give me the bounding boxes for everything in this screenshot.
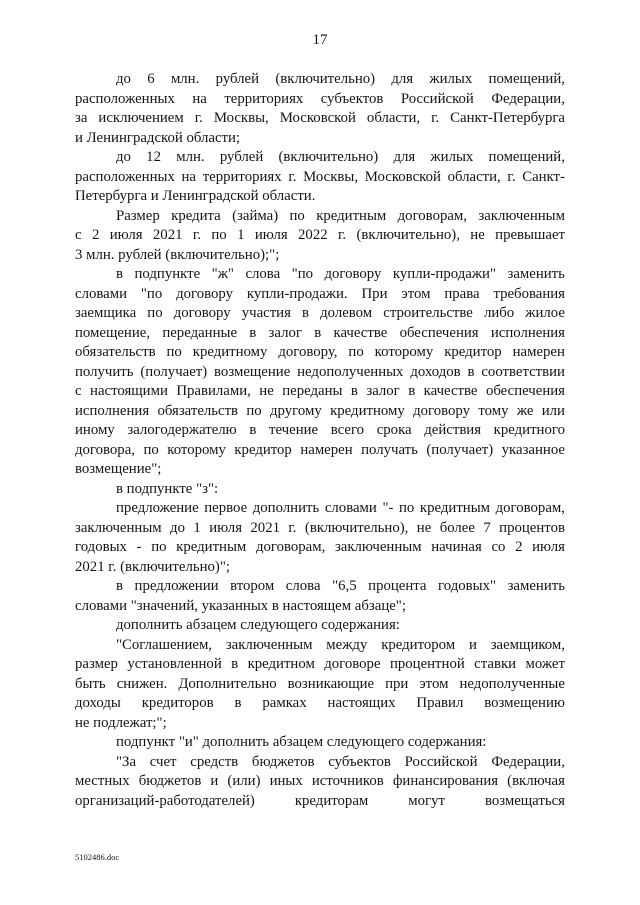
word: при bbox=[385, 675, 409, 692]
text-line bbox=[75, 636, 565, 656]
paragraph bbox=[75, 207, 565, 266]
word: до bbox=[116, 71, 131, 87]
word: г. bbox=[337, 227, 347, 243]
word: заемщиком, bbox=[490, 636, 565, 653]
word: с bbox=[75, 227, 82, 243]
word: доходов bbox=[410, 363, 461, 380]
word: (включительно), bbox=[304, 519, 409, 536]
text-line: не подлежат;"; bbox=[75, 714, 167, 731]
word: же bbox=[516, 402, 534, 419]
document-body bbox=[75, 70, 565, 811]
word: организаций-работодателей) bbox=[75, 792, 255, 809]
word: этом bbox=[401, 285, 431, 302]
word: кредитным bbox=[176, 539, 247, 555]
paragraph bbox=[75, 265, 565, 480]
word: подпункте bbox=[134, 266, 201, 282]
word: со bbox=[491, 539, 506, 555]
word: территориях bbox=[224, 90, 304, 107]
word: заключенным bbox=[478, 207, 565, 224]
word: превышает bbox=[495, 227, 565, 243]
word: 1 bbox=[193, 519, 201, 536]
word: кредита bbox=[171, 207, 221, 224]
text-line bbox=[75, 207, 565, 227]
word: для bbox=[391, 71, 414, 87]
word: Правил bbox=[416, 695, 464, 711]
word: в bbox=[302, 305, 309, 321]
word: заменить bbox=[507, 578, 565, 594]
word: заменить bbox=[507, 266, 565, 282]
word: более bbox=[439, 519, 475, 536]
word: в bbox=[408, 383, 416, 399]
word: 2021 bbox=[250, 519, 280, 536]
word: размер bbox=[75, 656, 118, 672]
word: (включительно), bbox=[356, 227, 460, 243]
text-line bbox=[75, 577, 565, 597]
word: Санкт-Петербурга bbox=[450, 110, 565, 126]
word: г. bbox=[431, 110, 440, 126]
word: не bbox=[470, 227, 485, 243]
word: Российской bbox=[404, 753, 478, 770]
word: заключенным bbox=[225, 636, 313, 653]
word: возмещению bbox=[484, 695, 565, 711]
word: кредитор bbox=[234, 441, 292, 458]
word: (или) bbox=[227, 773, 261, 789]
word: июля bbox=[532, 539, 565, 555]
text-line bbox=[75, 441, 565, 461]
word: права bbox=[444, 285, 480, 302]
word: рублей bbox=[219, 149, 264, 165]
paragraph bbox=[75, 616, 565, 636]
word: залог bbox=[366, 383, 400, 399]
word: слова bbox=[245, 266, 281, 282]
text-line bbox=[75, 382, 565, 402]
word: в bbox=[249, 422, 257, 438]
word: "Соглашением, bbox=[116, 636, 213, 653]
text-line bbox=[75, 285, 565, 305]
word: г. bbox=[194, 110, 203, 126]
word: субъектов bbox=[320, 90, 384, 107]
word: предложение bbox=[116, 500, 199, 516]
word: которому bbox=[167, 441, 226, 458]
text-line bbox=[75, 70, 565, 90]
word: июля bbox=[109, 227, 143, 243]
word: помещений, bbox=[488, 71, 565, 87]
word: договору bbox=[413, 402, 470, 419]
word: соответствии bbox=[481, 363, 565, 380]
word: начиная bbox=[431, 539, 482, 555]
word: срока bbox=[376, 422, 412, 438]
file-name-footer: 5102486.doc bbox=[75, 852, 120, 862]
word: При bbox=[361, 285, 388, 302]
word: источников bbox=[311, 773, 384, 789]
word: 12 bbox=[146, 149, 161, 165]
word: по bbox=[151, 539, 167, 555]
word: (включительно) bbox=[275, 71, 376, 87]
word: другому bbox=[270, 402, 322, 419]
text-line bbox=[75, 226, 565, 246]
word: получать bbox=[361, 441, 418, 458]
word: 2 bbox=[515, 539, 523, 555]
word: местных bbox=[75, 773, 130, 789]
word: процента bbox=[368, 578, 427, 594]
word: бюджетов bbox=[138, 773, 202, 789]
text-line bbox=[75, 343, 565, 363]
text-line bbox=[75, 538, 565, 558]
word: этом bbox=[419, 675, 449, 692]
word: договору bbox=[176, 285, 233, 302]
word: области, bbox=[447, 168, 501, 185]
word: Московской bbox=[364, 168, 441, 185]
text-line: словами "значений, указанных в настоящем абзаце"; bbox=[75, 597, 406, 614]
word: в bbox=[231, 656, 239, 672]
word: Федерации, bbox=[491, 90, 565, 107]
word: кредитным bbox=[419, 500, 491, 516]
word: субъектов bbox=[328, 753, 391, 770]
word: и bbox=[468, 636, 477, 653]
word: между bbox=[326, 636, 368, 653]
word: договорам, bbox=[495, 500, 565, 516]
word: по bbox=[166, 344, 182, 360]
word: в bbox=[314, 324, 322, 341]
text-line bbox=[75, 148, 565, 168]
word: купли-продажи. bbox=[246, 285, 348, 302]
word: 7 bbox=[483, 519, 491, 536]
word: исполнения bbox=[75, 402, 150, 419]
word: Москвы, bbox=[303, 168, 359, 185]
text-line bbox=[75, 792, 565, 812]
word: (включая bbox=[507, 773, 565, 789]
word: дополнить bbox=[252, 500, 320, 516]
text-line: и Ленинградской области; bbox=[75, 129, 241, 146]
word: годовых bbox=[75, 539, 127, 555]
word: июля bbox=[209, 519, 242, 536]
text-line bbox=[75, 304, 565, 324]
word: по bbox=[147, 305, 163, 321]
word: кредитор bbox=[444, 344, 502, 360]
word: могут bbox=[408, 792, 445, 809]
paragraph bbox=[75, 753, 565, 812]
word: "по bbox=[291, 266, 314, 282]
text-line bbox=[75, 168, 565, 188]
word: ставки bbox=[474, 656, 517, 672]
word: за bbox=[75, 110, 88, 126]
word: иному bbox=[75, 422, 115, 438]
word: до bbox=[170, 519, 185, 536]
word: установленной bbox=[127, 656, 222, 672]
text-line bbox=[75, 655, 565, 675]
word: первое bbox=[204, 500, 248, 516]
word: втором bbox=[230, 578, 275, 594]
word: с bbox=[75, 383, 82, 399]
text-line bbox=[75, 519, 565, 539]
word: обеспечения bbox=[399, 324, 479, 341]
text-line bbox=[75, 675, 565, 695]
word: настоящих bbox=[327, 695, 396, 711]
word: Федерации, bbox=[491, 753, 565, 770]
word: обязательств bbox=[75, 344, 156, 360]
word: намерен bbox=[512, 344, 565, 360]
word: обеспечения bbox=[485, 383, 565, 399]
word: доходы bbox=[75, 695, 121, 711]
word: июля bbox=[254, 227, 288, 243]
word: заемщика bbox=[75, 305, 137, 321]
word: "- bbox=[382, 500, 394, 516]
word: возмещение bbox=[214, 363, 291, 380]
word: в bbox=[116, 578, 123, 594]
text-line bbox=[75, 694, 565, 714]
word: рамках bbox=[262, 695, 307, 711]
word: расположенных bbox=[75, 168, 175, 185]
word: "За bbox=[116, 753, 137, 770]
word: переданные bbox=[162, 324, 238, 341]
word: словами bbox=[75, 285, 127, 302]
word: по bbox=[211, 227, 227, 243]
word: кредиторов bbox=[141, 695, 214, 711]
paragraph bbox=[75, 577, 565, 616]
word: Московской bbox=[279, 110, 356, 126]
paragraph bbox=[75, 70, 565, 148]
word: получить bbox=[75, 363, 134, 380]
word: намерен bbox=[300, 441, 353, 458]
word: (займа) bbox=[232, 207, 279, 224]
word: 2022 bbox=[298, 227, 328, 243]
word: (получает) bbox=[426, 441, 494, 458]
text-line bbox=[75, 324, 565, 344]
word: иных bbox=[269, 773, 303, 789]
word: договору bbox=[324, 266, 382, 282]
page-number: 17 bbox=[312, 32, 328, 48]
word: в bbox=[116, 266, 123, 282]
word: слова bbox=[285, 578, 321, 594]
word: действия bbox=[424, 422, 482, 438]
word: переданы bbox=[282, 383, 343, 399]
word: кредитном bbox=[247, 656, 315, 672]
word: процентов bbox=[499, 519, 565, 536]
word: по bbox=[289, 207, 305, 224]
word: до bbox=[116, 149, 131, 165]
text-line bbox=[75, 90, 565, 110]
word: кредиторам bbox=[294, 792, 369, 809]
word: (включительно) bbox=[278, 149, 379, 165]
word: договоре bbox=[324, 656, 381, 672]
text-line bbox=[75, 402, 565, 422]
word: для bbox=[393, 149, 416, 165]
word: в bbox=[350, 383, 358, 399]
paragraph bbox=[75, 499, 565, 577]
word: тому bbox=[478, 402, 509, 419]
word: или bbox=[541, 402, 565, 419]
word: г. bbox=[192, 227, 201, 243]
word: расположенных bbox=[75, 90, 175, 107]
word: средств bbox=[190, 753, 239, 770]
word: строительстве bbox=[383, 305, 473, 321]
word: договора, bbox=[75, 441, 135, 458]
word: по bbox=[143, 441, 159, 458]
word: заключенным bbox=[75, 519, 162, 536]
text-line: возмещение"; bbox=[75, 461, 162, 477]
word: - bbox=[136, 539, 142, 555]
word: возникающие bbox=[287, 675, 375, 692]
word: "по bbox=[140, 285, 163, 302]
word: залогодержателю bbox=[127, 422, 237, 438]
word: "ж" bbox=[211, 266, 234, 282]
word: на bbox=[192, 90, 207, 107]
word: кредитором bbox=[381, 636, 456, 653]
word: требования bbox=[493, 285, 565, 302]
word: жилых bbox=[430, 149, 474, 165]
word: договорам, bbox=[397, 207, 467, 224]
word: Правилами, bbox=[176, 383, 251, 399]
text-line bbox=[75, 265, 565, 285]
word: Размер bbox=[116, 207, 160, 224]
word: по bbox=[399, 500, 415, 516]
word: долевом bbox=[320, 305, 373, 321]
text-line bbox=[75, 109, 565, 129]
word: Санкт- bbox=[522, 168, 565, 185]
word: договорам, bbox=[255, 539, 326, 555]
word: указанное bbox=[501, 441, 565, 458]
word: залог bbox=[268, 324, 302, 341]
word: по bbox=[246, 402, 262, 419]
word: словами bbox=[324, 500, 377, 516]
text-line bbox=[75, 753, 565, 773]
word: помещение, bbox=[75, 324, 151, 341]
text-line: Петербурга и Ленинградской области. bbox=[75, 188, 316, 204]
word: участия bbox=[241, 305, 291, 321]
word: 2021 bbox=[152, 227, 183, 243]
word: договору bbox=[173, 305, 231, 321]
word: годовых" bbox=[438, 578, 497, 594]
word: либо bbox=[483, 305, 515, 321]
text-line bbox=[75, 421, 565, 441]
word: г. bbox=[507, 168, 516, 185]
word: г. bbox=[288, 519, 297, 536]
word: 2 bbox=[91, 227, 100, 243]
paragraph bbox=[75, 480, 565, 500]
word: не bbox=[416, 519, 432, 536]
word: недополученных bbox=[297, 363, 404, 380]
word: млн. bbox=[170, 71, 200, 87]
word: качестве bbox=[333, 324, 388, 341]
word: кредитному bbox=[192, 344, 268, 360]
text-line: 2021 г. (включительно)"; bbox=[75, 558, 230, 575]
word: обязательств bbox=[157, 402, 239, 419]
word: в bbox=[467, 363, 475, 380]
word: исключением bbox=[98, 110, 184, 126]
text-line: подпункт "и" дополнить абзацем следующего содержания: bbox=[116, 734, 487, 750]
word: территориях bbox=[202, 168, 282, 185]
word: "6,5 bbox=[332, 578, 357, 594]
word: не bbox=[259, 383, 274, 399]
word: 6 bbox=[147, 71, 155, 87]
text-line bbox=[75, 363, 565, 383]
text-line: в подпункте "з": bbox=[116, 480, 219, 497]
word: настоящими bbox=[90, 383, 168, 399]
text-line: 3 млн. рублей (включительно);"; bbox=[75, 246, 280, 263]
text-line: дополнить абзацем следующего содержания: bbox=[116, 617, 400, 633]
word: снижен. bbox=[116, 675, 168, 692]
word: бюджетов bbox=[251, 753, 315, 770]
word: быть bbox=[75, 675, 106, 692]
word: (получает) bbox=[140, 363, 208, 380]
word: которому bbox=[374, 344, 434, 360]
word: по bbox=[348, 344, 364, 360]
word: финансирования bbox=[392, 773, 499, 789]
word: предложении bbox=[134, 578, 219, 594]
word: кредитного bbox=[493, 422, 565, 438]
word: Москвы, bbox=[213, 110, 269, 126]
paragraph bbox=[75, 733, 565, 753]
paragraph bbox=[75, 636, 565, 734]
word: области, bbox=[366, 110, 421, 126]
word: Дополнительно bbox=[178, 675, 277, 692]
text-line bbox=[75, 772, 565, 792]
word: кредитным bbox=[316, 207, 387, 224]
word: всего bbox=[330, 422, 365, 438]
word: в bbox=[249, 324, 257, 341]
word: течение bbox=[269, 422, 319, 438]
paragraph bbox=[75, 148, 565, 207]
word: процентной bbox=[389, 656, 465, 672]
word: договору, bbox=[278, 344, 338, 360]
word: рублей bbox=[215, 71, 260, 87]
word: 1 bbox=[237, 227, 245, 243]
word: в bbox=[234, 695, 242, 711]
word: кредитному bbox=[330, 402, 405, 419]
word: г. bbox=[288, 168, 297, 185]
word: заключенным bbox=[334, 539, 422, 555]
word: жилых bbox=[429, 71, 473, 87]
word: на bbox=[181, 168, 197, 185]
word: исполнения bbox=[490, 324, 565, 341]
word: качестве bbox=[423, 383, 478, 399]
word: возмещаться bbox=[484, 792, 565, 809]
word: недополученные bbox=[459, 675, 565, 692]
word: и bbox=[210, 773, 219, 789]
word: купли-продажи" bbox=[392, 266, 497, 282]
word: счет bbox=[149, 753, 177, 770]
text-line bbox=[75, 499, 565, 519]
word: может bbox=[525, 656, 565, 672]
word: Российской bbox=[400, 90, 474, 107]
word: жилое bbox=[525, 305, 565, 321]
word: помещений, bbox=[488, 149, 565, 165]
word: млн. bbox=[176, 149, 205, 165]
